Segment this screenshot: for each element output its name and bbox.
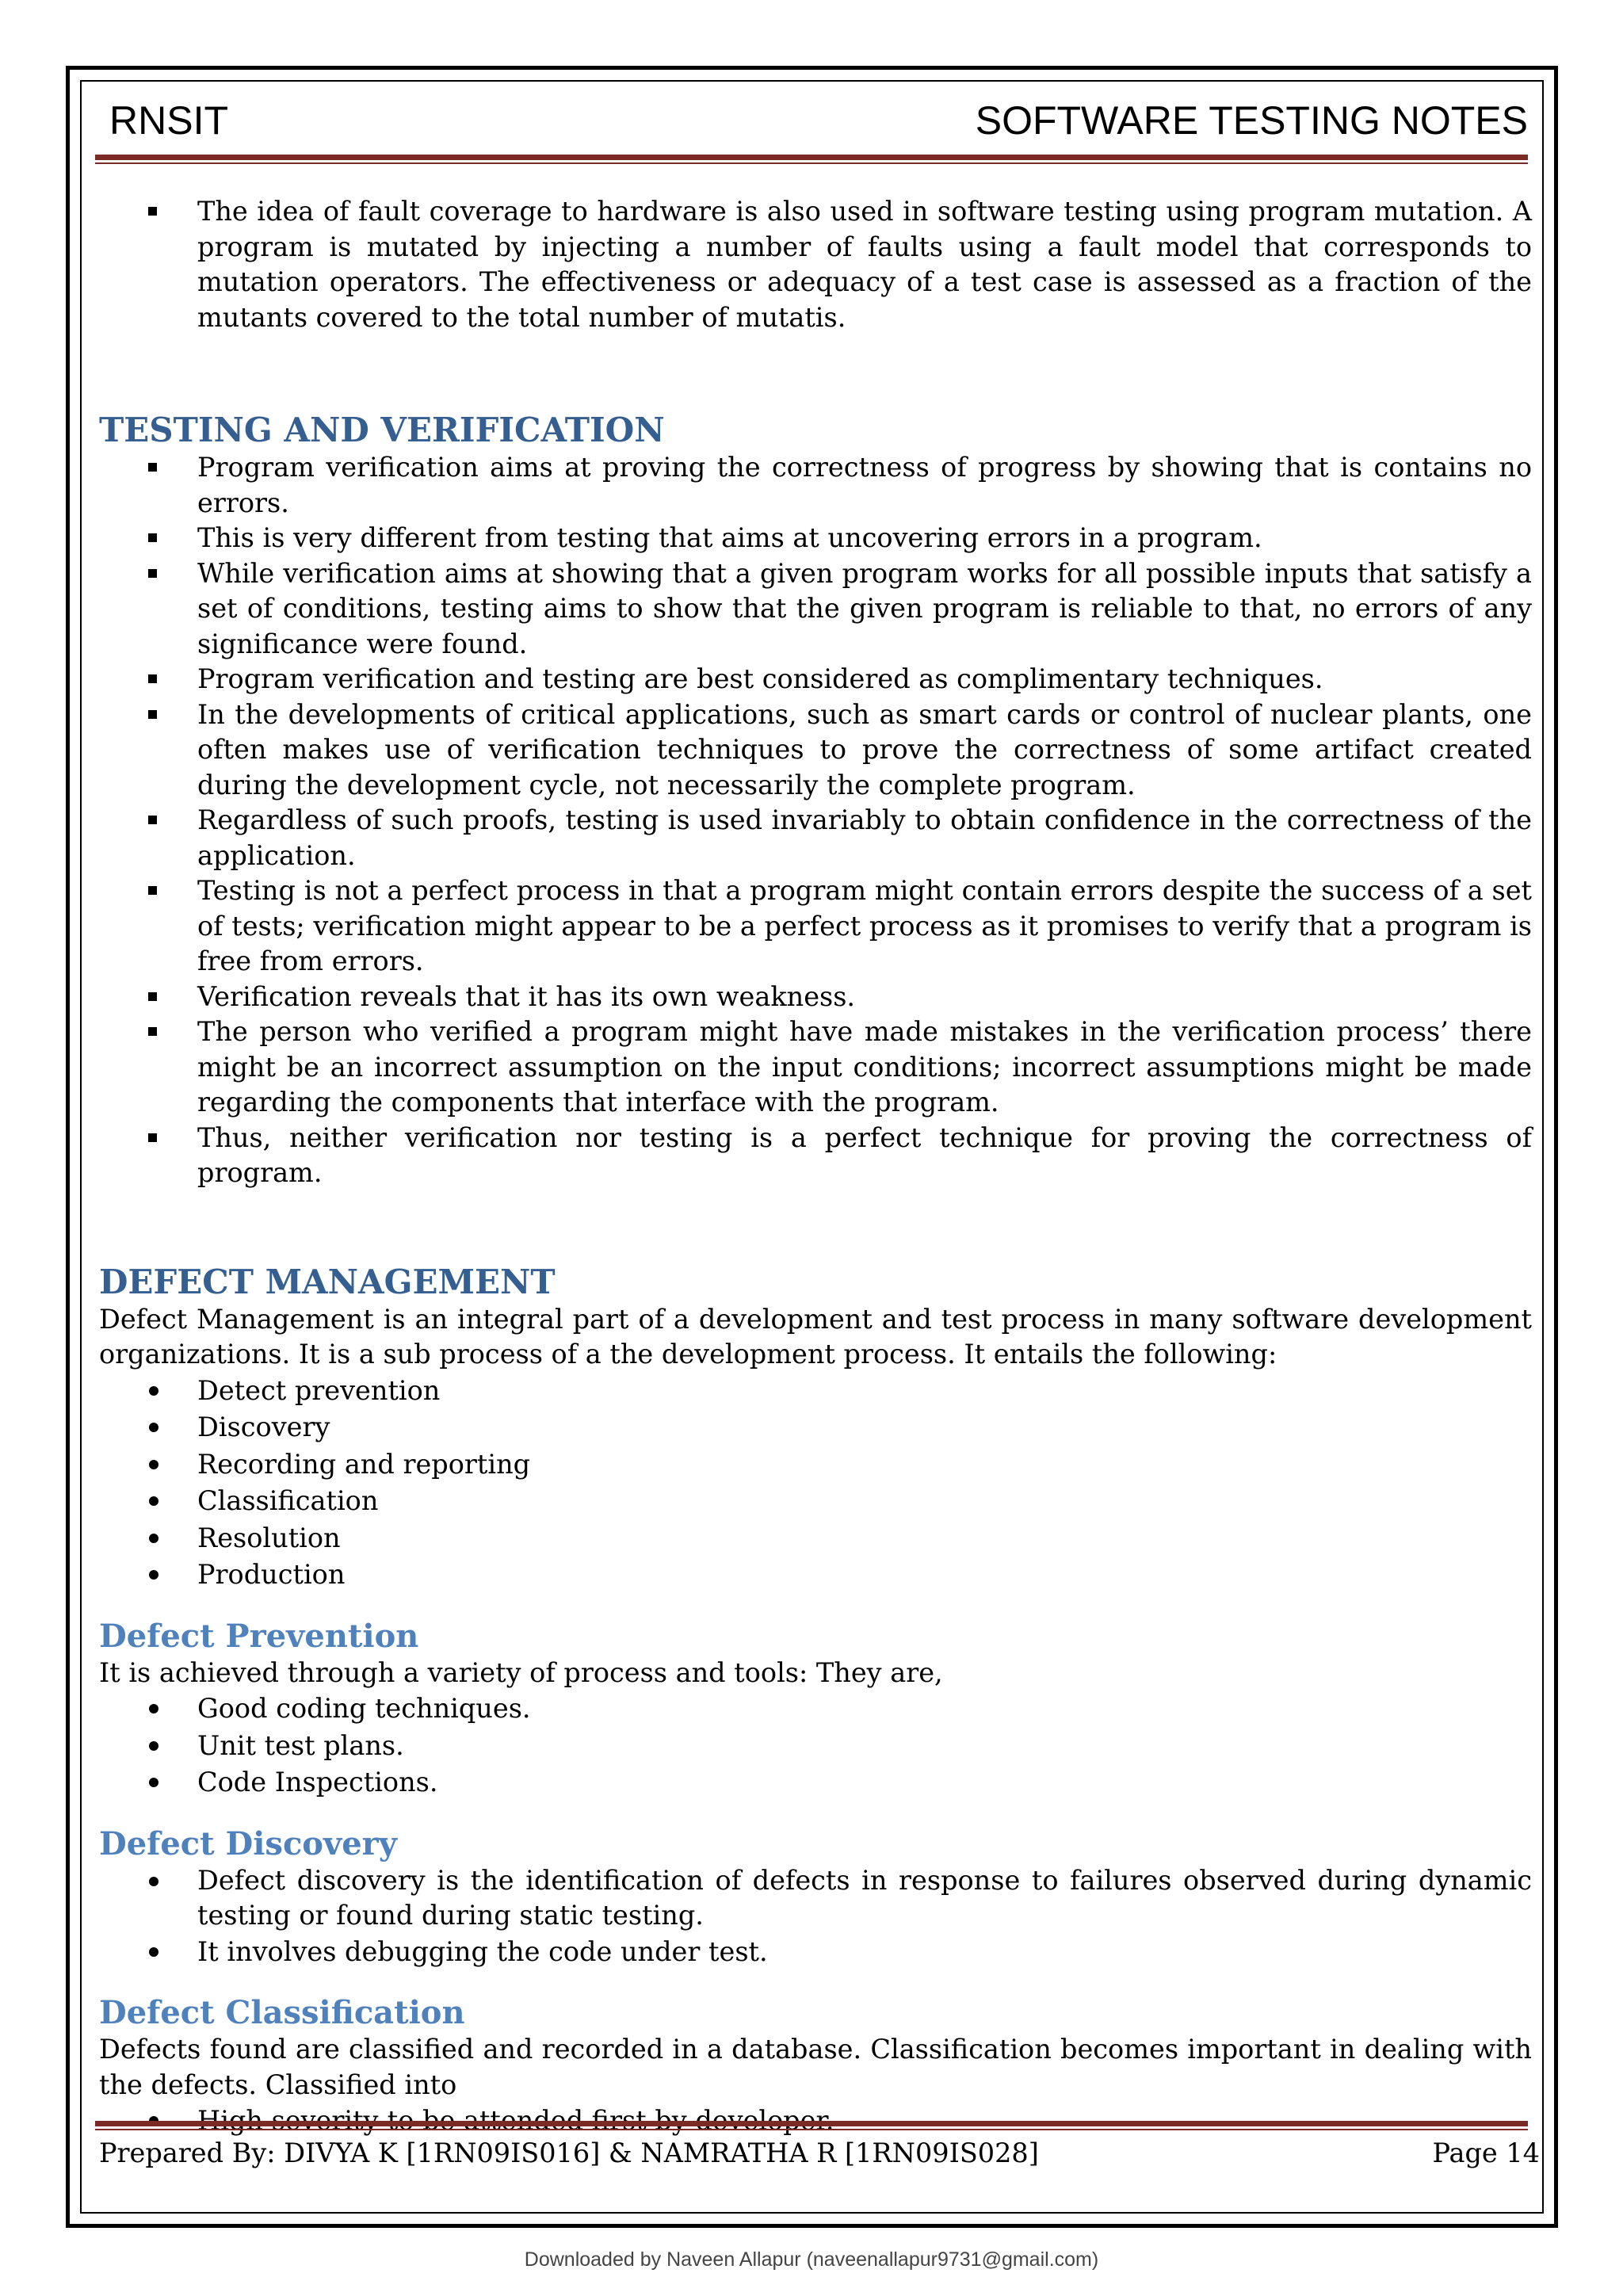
list-item: While verification aims at showing that a given program works for all possible inputs that satisfy a set of conditions, testing aims to show that the given program is reliable to that, no errors of any significance were found. xyxy=(99,556,1532,663)
list-item: Program verification and testing are best considered as complimentary techniques. xyxy=(99,662,1532,697)
defect-classification-intro: Defects found are classified and recorded in a database. Classification becomes important in dealing with the defects. Classified into xyxy=(99,2034,1532,2100)
square-bullet-icon xyxy=(148,463,157,472)
header-rule-thin xyxy=(95,162,1528,164)
round-bullet-icon xyxy=(149,1423,158,1432)
footer-page-number: Page 14 xyxy=(1432,2137,1540,2168)
section-title-defect-management: DEFECT MANAGEMENT xyxy=(99,1262,556,1301)
intro-bullet-list xyxy=(99,194,1532,335)
round-bullet-icon xyxy=(149,1386,158,1396)
square-bullet-icon xyxy=(148,816,157,824)
list-item: Discovery xyxy=(99,1409,1532,1446)
square-bullet-icon xyxy=(148,1027,157,1036)
list-item: Code Inspections. xyxy=(99,1764,1532,1801)
round-bullet-icon xyxy=(149,1496,158,1506)
list-item: Classification xyxy=(99,1483,1532,1520)
page-content xyxy=(99,194,1532,2140)
list-item: The person who verified a program might have made mistakes in the verification process’ there might be an incorrect assumption on the input conditions; incorrect assumptions might be made regarding the components that interface with the program. xyxy=(99,1014,1532,1121)
subsection-title-defect-discovery: Defect Discovery xyxy=(99,1824,397,1862)
list-item: Thus, neither verification nor testing is a perfect technique for proving the correctness of program. xyxy=(99,1121,1532,1191)
footer-rule-thin xyxy=(95,2129,1528,2130)
list-item: It involves debugging the code under test. xyxy=(99,1934,1532,1971)
header-title: SOFTWARE TESTING NOTES xyxy=(975,98,1528,143)
header-institution: RNSIT xyxy=(109,98,228,143)
round-bullet-icon xyxy=(149,1877,158,1886)
footer-rule-thick xyxy=(95,2121,1528,2126)
section-title-testing-verification: TESTING AND VERIFICATION xyxy=(99,411,665,449)
list-item: Verification reveals that it has its own weakness. xyxy=(99,980,1532,1015)
list-item: Unit test plans. xyxy=(99,1728,1532,1765)
round-bullet-icon xyxy=(149,1570,158,1580)
round-bullet-icon xyxy=(149,1947,158,1957)
subsection-title-defect-prevention: Defect Prevention xyxy=(99,1617,419,1655)
list-item: In the developments of critical applications, such as smart cards or control of nuclear plants, one often makes use of verification techniques to prove the correctness of some artifact created during the development cycle, not necessarily the complete program. xyxy=(99,697,1532,804)
square-bullet-icon xyxy=(148,710,157,719)
round-bullet-icon xyxy=(149,1741,158,1751)
list-item: Defect discovery is the identification of defects in response to failures observed during dynamic testing or found during static testing. xyxy=(99,1863,1532,1934)
round-bullet-icon xyxy=(149,1460,158,1469)
square-bullet-icon xyxy=(148,1133,157,1142)
round-bullet-icon xyxy=(149,1704,158,1713)
list-item: Testing is not a perfect process in that a program might contain errors despite the success of a set of tests; verification might appear to be a perfect process as it promises to verify that a program is free from errors. xyxy=(99,873,1532,980)
footer-prepared-by: Prepared By: DIVYA K [1RN09IS016] & NAMRATHA R [1RN09IS028] xyxy=(99,2137,1039,2168)
list-item: Resolution xyxy=(99,1520,1532,1557)
subsection-title-defect-classification: Defect Classification xyxy=(99,1994,465,2031)
list-item: Production xyxy=(99,1557,1532,1594)
page-header xyxy=(109,97,1528,144)
defect-management-list xyxy=(99,1373,1532,1594)
list-item: The idea of fault coverage to hardware is also used in software testing using program mutation. A program is mutated by injecting a number of faults using a fault model that corresponds to mutation operators. The effectiveness or adequacy of a test case is assessed as a fraction of the mutants covered to the total number of mutatis. xyxy=(99,194,1532,335)
square-bullet-icon xyxy=(148,569,157,578)
list-item: Detect prevention xyxy=(99,1373,1532,1410)
download-note: Downloaded by Naveen Allapur (naveenallapur9731@gmail.com) xyxy=(524,2248,1099,2271)
square-bullet-icon xyxy=(148,674,157,683)
defect-discovery-list xyxy=(99,1863,1532,1971)
list-item: Regardless of such proofs, testing is used invariably to obtain confidence in the correctness of the application. xyxy=(99,803,1532,873)
header-rule-thick xyxy=(95,155,1528,160)
list-item: Program verification aims at proving the correctness of progress by showing that is contains no errors. xyxy=(99,450,1532,521)
square-bullet-icon xyxy=(148,992,157,1001)
round-bullet-icon xyxy=(149,1778,158,1787)
list-item: This is very different from testing that aims at uncovering errors in a program. xyxy=(99,521,1532,556)
round-bullet-icon xyxy=(149,1534,158,1543)
defect-prevention-list xyxy=(99,1690,1532,1801)
list-item: Recording and reporting xyxy=(99,1446,1532,1484)
defect-prevention-intro: It is achieved through a variety of process and tools: They are, xyxy=(99,1656,943,1688)
square-bullet-icon xyxy=(148,886,157,895)
testing-verification-list xyxy=(99,450,1532,1191)
list-item: Good coding techniques. xyxy=(99,1690,1532,1728)
square-bullet-icon xyxy=(148,207,157,216)
square-bullet-icon xyxy=(148,533,157,542)
defect-management-intro: Defect Management is an integral part of a development and test process in many software development organizations. It is a sub process of a the development process. It entails the following: xyxy=(99,1303,1532,1370)
